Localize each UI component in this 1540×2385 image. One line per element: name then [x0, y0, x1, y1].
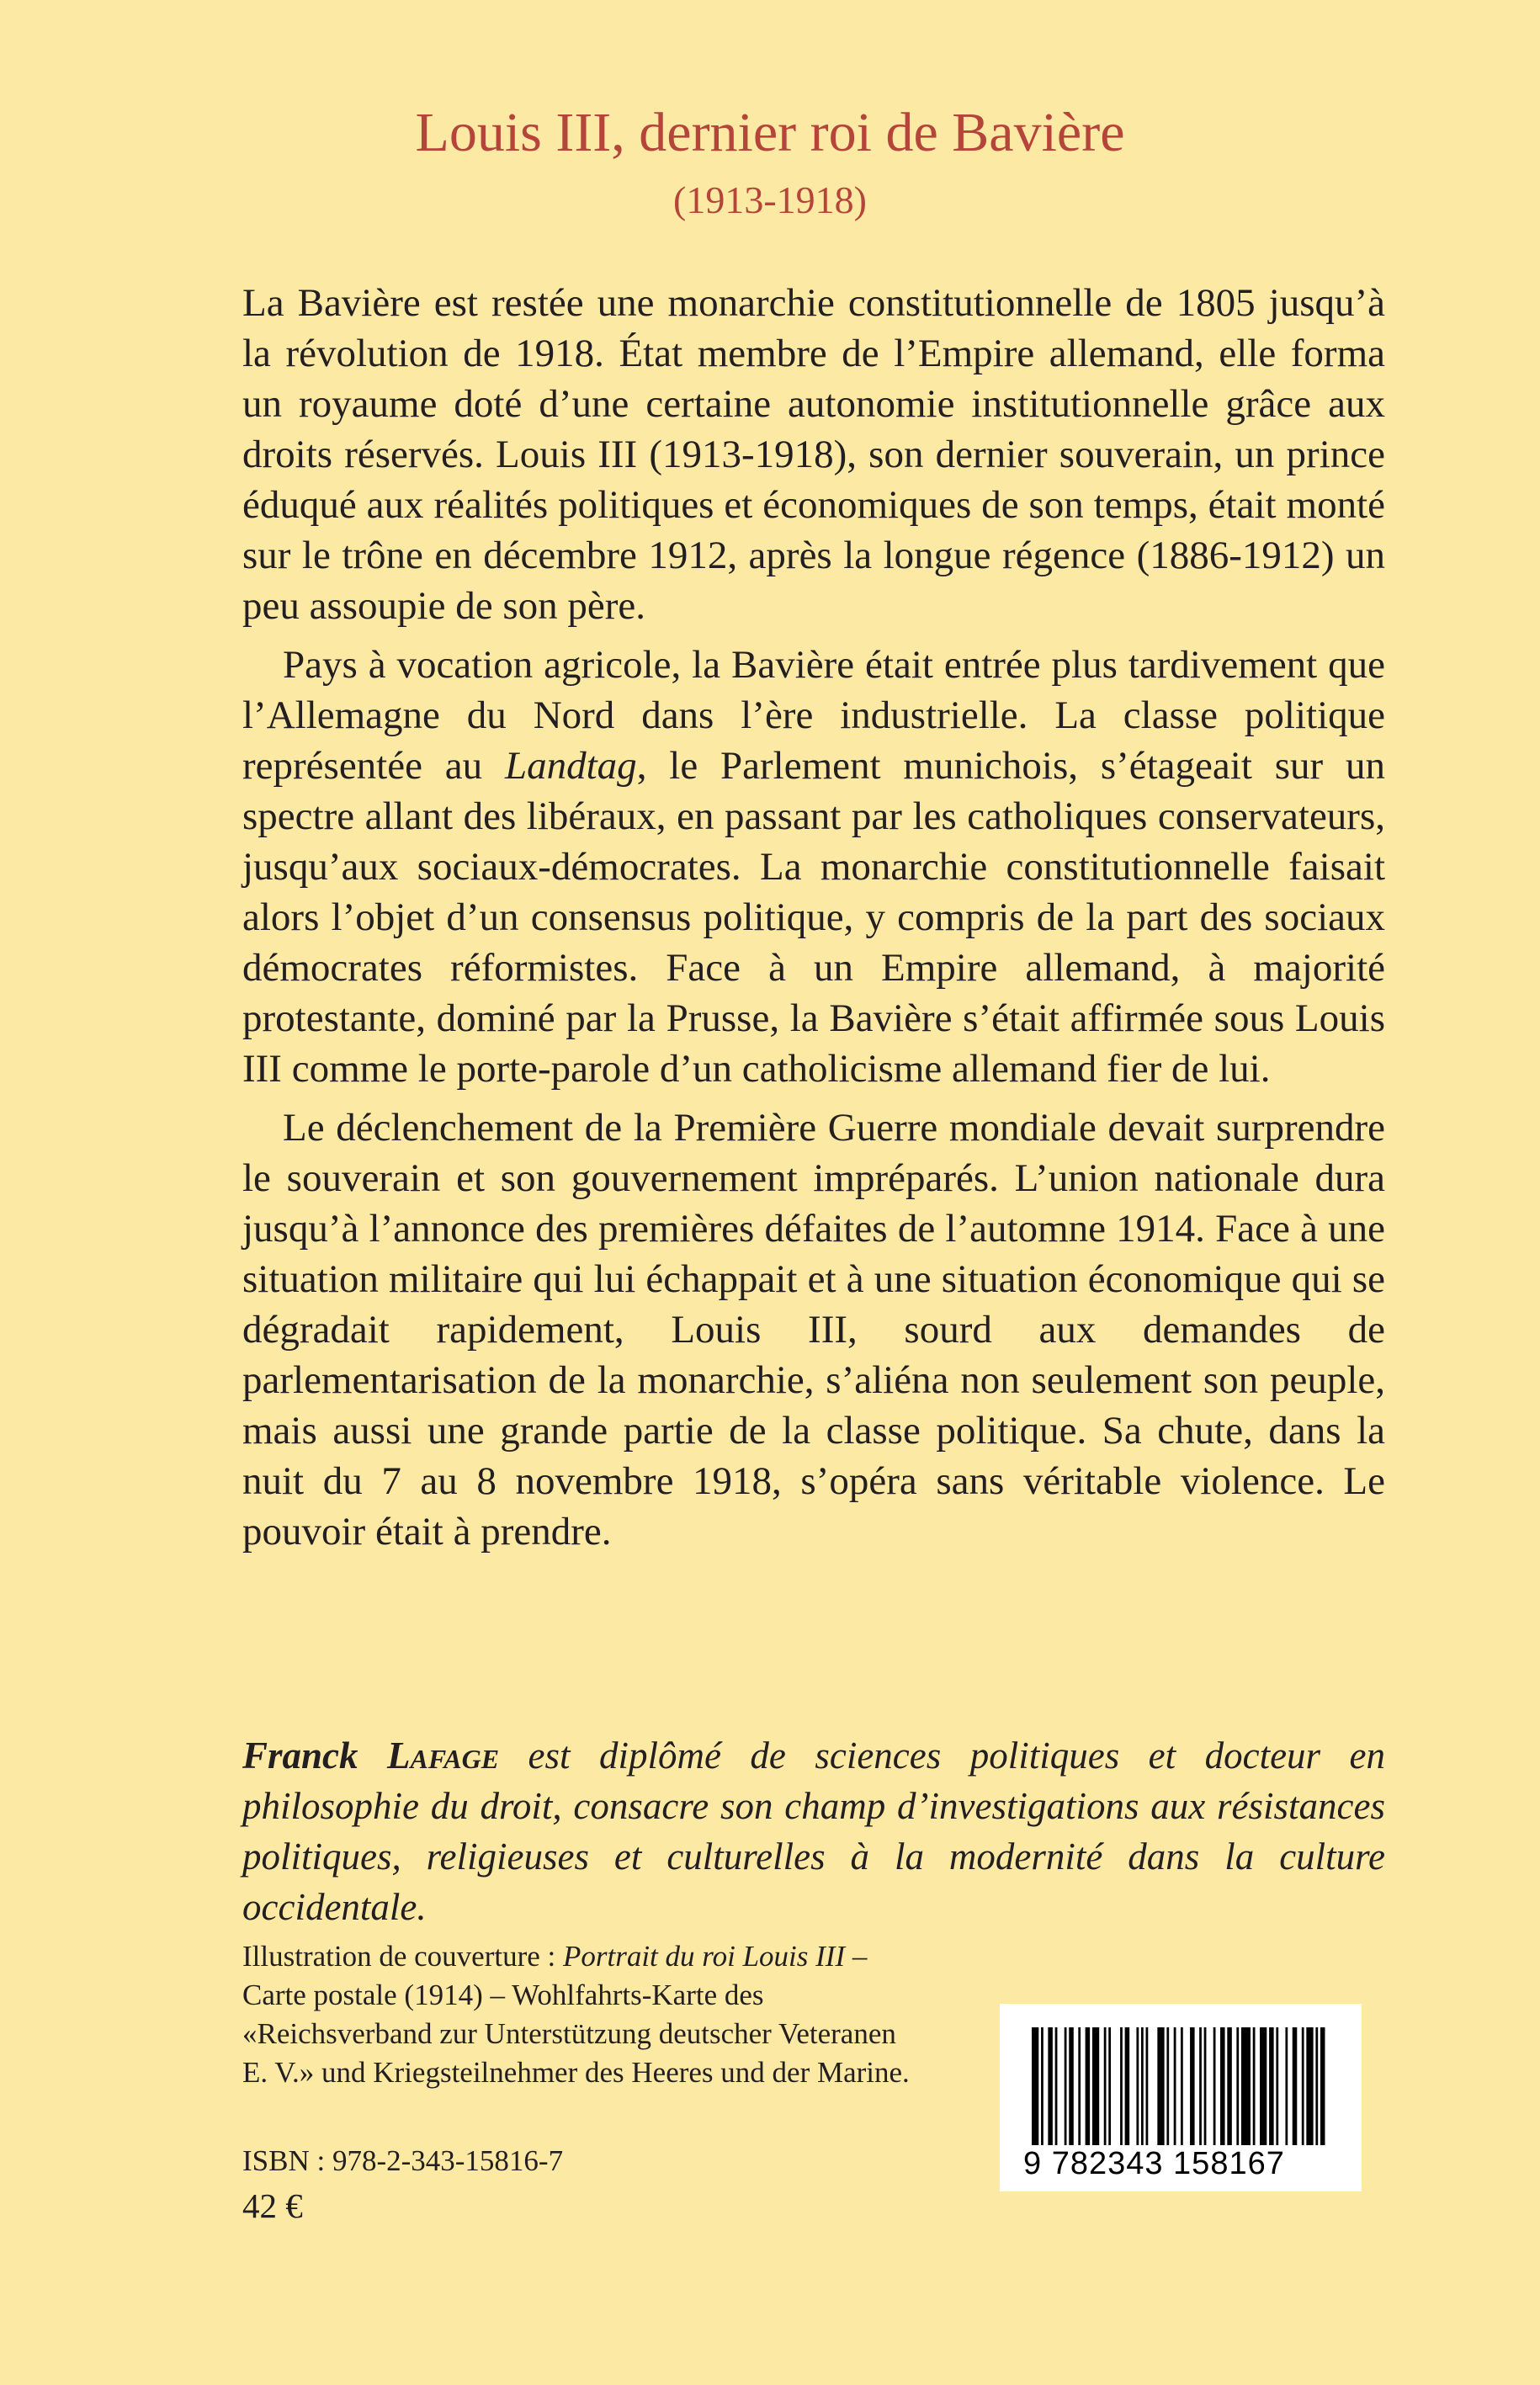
author-bio [242, 1730, 1385, 1932]
barcode-bar [1032, 2027, 1038, 2145]
barcode-bar [1157, 2027, 1164, 2145]
barcode-bar [1285, 2027, 1288, 2145]
book-title: Louis III, dernier roi de Bavière [415, 102, 1125, 163]
barcode-bar [1302, 2027, 1304, 2145]
barcode-bar [1315, 2027, 1318, 2145]
credits-dash: – [845, 1940, 868, 1973]
synopsis [242, 278, 1385, 1565]
barcode-bar [1086, 2027, 1091, 2145]
barcode-bar [1092, 2027, 1099, 2145]
credits-work-title: Portrait du roi Louis III [562, 1940, 846, 1973]
synopsis-paragraph-2-start: Pays à vocation agricole, la Bavière était entrée plus tardivement que l’Allemagne du Nord dans l’ère industrielle. La classe politique représentée au [242, 643, 1385, 788]
barcode-bar [1220, 2027, 1225, 2145]
barcode-bar [1269, 2027, 1274, 2145]
barcode-bar [1260, 2027, 1267, 2145]
barcode-bar [1190, 2027, 1195, 2145]
barcode-bar [1204, 2027, 1207, 2145]
barcode-bar [1069, 2027, 1074, 2145]
credits-line-1 [242, 1937, 1000, 1976]
landtag-term: Landtag [504, 744, 637, 788]
barcode-bar [1136, 2027, 1139, 2145]
credits-line-4: E. V.» und Kriegsteilnehmer des Heeres und der Marine. [242, 2056, 910, 2089]
author-name [242, 1734, 499, 1777]
author-bio-text: est diplômé de sciences politiques et docteur en philosophie du droit, consacre son champ d’investigations aux résistances politiques, religieuses et culturelles à la modernité dans la culture occidentale. [242, 1734, 1386, 1928]
book-subtitle-dates: (1913-1918) [673, 178, 867, 221]
barcode-bar [1125, 2027, 1130, 2145]
barcode-bar [1166, 2027, 1169, 2145]
barcode-bar [1181, 2027, 1183, 2145]
barcode-bar [1146, 2027, 1149, 2145]
barcode-bar [1199, 2027, 1202, 2145]
barcode [1000, 2004, 1362, 2191]
barcode-bar [1320, 2027, 1325, 2145]
credits-prefix: Illustration de couverture : [242, 1940, 563, 1973]
barcode-bar [1041, 2027, 1043, 2145]
barcode-bar [1108, 2027, 1111, 2145]
credits-line-2: Carte postale (1914) – Wohlfahrts-Karte des [242, 1979, 764, 2011]
barcode-bar [1104, 2027, 1107, 2145]
barcode-bar [1293, 2027, 1298, 2145]
barcode-bar [1065, 2027, 1067, 2145]
barcode-bar [1213, 2027, 1216, 2145]
synopsis-paragraph-2-end: , le Parlement munichois, s’étageait sur un spectre allant des libéraux, en passant par les catholiques conservateurs, jusqu’aux sociaux-démocrates. La monarchie constitutionnelle faisait alors l’objet d’un consensus politique, y compris de la part des sociaux démocrates réformistes. Face à un Empire allemand, à majorité protestante, dominé par la Prusse, la Bavière s’était affirmée sous Louis III comme le porte-parole d’un catholicisme allemand fier de lui. [242, 744, 1385, 1091]
author-last-name: Lafage [387, 1734, 500, 1777]
barcode-bar [1241, 2027, 1251, 2145]
barcode-bar [1236, 2027, 1239, 2145]
barcode-bar [1306, 2027, 1313, 2145]
price: 42 € [242, 2186, 303, 2225]
barcode-bar [1048, 2027, 1053, 2145]
barcode-bar [1055, 2027, 1058, 2145]
barcode-bar [1227, 2027, 1232, 2145]
barcode-bar [1120, 2027, 1123, 2145]
barcode-bar [1174, 2027, 1176, 2145]
credits-line-3: «Reichsverband zur Unterstützung deutscher Veteranen [242, 2017, 896, 2050]
barcode-bar [1253, 2027, 1256, 2145]
barcode-bars-icon [1032, 2027, 1330, 2154]
author-first-name: Franck [242, 1734, 358, 1777]
synopsis-paragraph-1: La Bavière est restée une monarchie constitutionnelle de 1805 jusqu’à la révolution de 1918. État membre de l’Empire allemand, elle forma un royaume doté d’une certaine autonomie institutionnelle grâce aux droits réservés. Louis III (1913-1918), son dernier souverain, un prince éduqué aux réalités politiques et économiques de son temps, était monté sur le trône en décembre 1912, après la longue régence (1886-1912) un peu assoupie de son père. [242, 281, 1385, 628]
synopsis-paragraph-3: Le déclenchement de la Première Guerre mondiale devait surprendre le souverain et son gouvernement impréparés. L’union nationale dura jusqu’à l’annonce des premières défaites de l’automne 1914. Face à une situation militaire qui lui échappait et à une situation économique qui se dégradait rapidement, Louis III, sourd aux demandes de parlementarisation de la monarchie, s’aliéna non seulement son peuple, mais aussi une grande partie de la classe politique. Sa chute, dans la nuit du 7 au 8 novembre 1918, s’opéra sans véritable violence. Le pouvoir était à prendre. [242, 1106, 1385, 1554]
barcode-digits: 9 782343 158167 [1023, 2146, 1285, 2181]
barcode-bar [1078, 2027, 1081, 2145]
cover-illustration-credits [242, 1937, 1000, 2092]
synopsis-paragraph-2 [242, 640, 1385, 1094]
isbn: ISBN : 978-2-343-15816-7 [242, 2144, 564, 2177]
barcode-bar [1276, 2027, 1278, 2145]
barcode-bar [1141, 2027, 1144, 2145]
